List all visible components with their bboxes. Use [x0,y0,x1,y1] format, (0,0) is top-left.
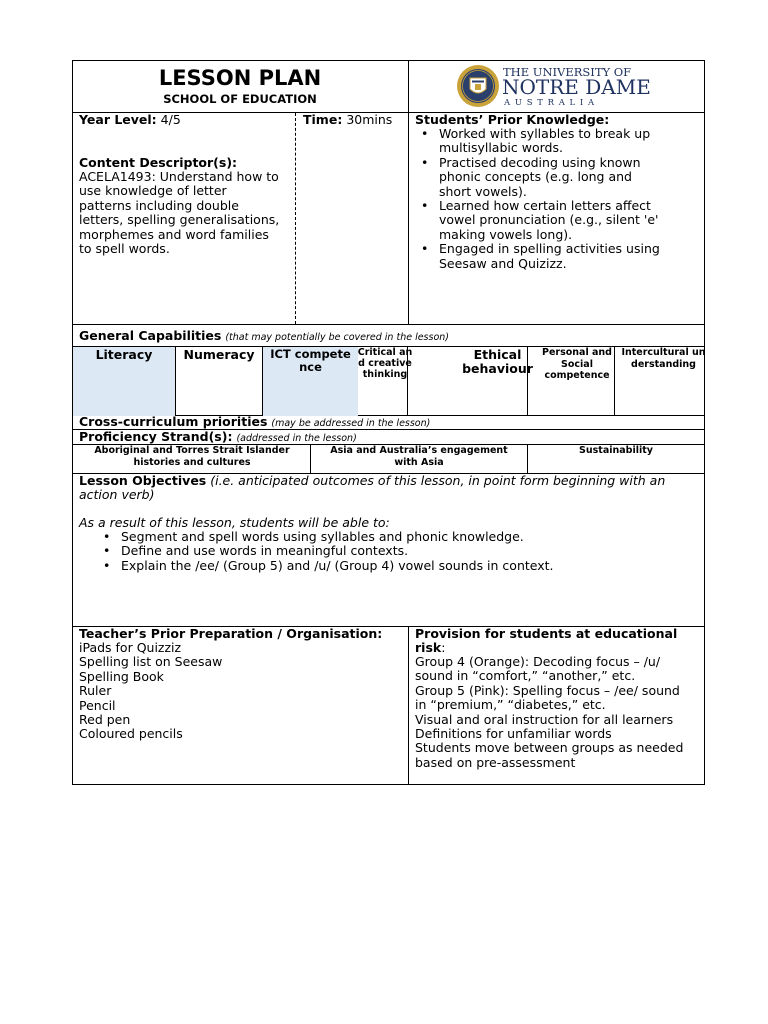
time-value: 30mins [346,112,393,127]
provision-label-word: risk [415,640,442,655]
text-line: in “premium,” “diabetes,” etc. [415,697,606,713]
text-line: Visual and oral instruction for all learners [415,711,674,727]
text-line: • Practised decoding using known [439,154,641,170]
capability-ict: ICT competence [263,347,358,416]
proficiency-note: (addressed in the lesson) [236,433,357,444]
objectives-note-cont: action verb) [79,487,155,502]
year-level [79,113,181,127]
objectives-heading [79,474,665,488]
border-top [72,60,705,61]
text-line: sound in “comfort,” “another,” etc. [415,668,636,684]
page-subtitle: SCHOOL OF EDUCATION [163,92,317,106]
objectives-intro: As a result of this lesson, students will be able to: [79,515,390,530]
text-line: ACELA1493: Understand how to [79,169,279,184]
border-right [704,60,705,785]
general-capabilities-heading [79,329,449,345]
text-line: Group 5 (Pink): Spelling focus – /ee/ sound [415,682,680,698]
list-item: • Segment and spell words using syllables and phonic knowledge. [99,530,699,544]
text-line: making vowels long). [439,226,573,242]
capability-personal-social: Personal and Social competence [542,347,612,381]
text-line: letters, spelling generalisations, [79,212,280,228]
border-bottom [72,784,705,785]
border-left [72,60,73,785]
list-item: Spelling Book [79,668,164,684]
divider [310,444,311,474]
list-item [417,127,702,156]
objectives-list [99,530,699,573]
time [303,113,392,127]
year-level-value: 4/5 [160,112,181,127]
capability-numeracy: Numeracy [183,347,255,362]
text-line: Group 4 (Orange): Decoding focus – /u/ [415,654,661,669]
list-item [417,156,702,199]
preparation-list [79,641,222,742]
objectives-label: Lesson Objectives [79,473,207,488]
lesson-plan-document [72,60,705,785]
prior-knowledge-label: Students’ Prior Knowledge: [415,112,610,127]
proficiency-item: Aboriginal and Torres Strait Islander histories and cultures [94,445,290,468]
list-item [417,199,702,242]
prior-knowledge-list [417,127,702,271]
list-item: iPads for Quizziz [79,640,182,655]
divider [408,60,409,325]
list-item: Red pen [79,712,131,728]
text-line: multisyllabic words. [439,140,563,156]
text-line: vowel pronunciation (e.g., silent 'e' [439,212,659,228]
text-line: short vowels). [439,183,527,199]
text-line: Definitions for unfamiliar words [415,726,612,742]
list-item: Spelling list on Seesaw [79,654,223,670]
provision-list [415,655,683,770]
content-descriptor-text [79,170,279,256]
divider [295,113,296,324]
capability-literacy: Literacy [73,347,175,416]
provision-label: Provision for students at educational [415,626,678,641]
proficiency-heading [79,430,357,446]
logo-text-main: NOTRE DAME [502,75,651,99]
page-title: LESSON PLAN [158,66,322,90]
text-line: morphemes and word families [79,226,269,242]
list-item: Coloured pencils [79,726,183,742]
text-line: patterns including double [79,197,239,213]
proficiency-item: Asia and Australia’s engagement with Asia [330,445,508,468]
list-item: Pencil [79,697,116,713]
capability-ethical: Ethical behaviour [462,347,533,376]
list-item [417,242,702,271]
time-label: Time: [303,112,343,127]
proficiency-label: Proficiency Strand(s): [79,429,233,444]
cross-curriculum-note: (may be addressed in the lesson) [271,418,431,429]
text-line: based on pre-assessment [415,754,576,770]
text-line: Students move between groups as needed [415,740,684,756]
capability-critical-thinking: Critical and creative thinking [357,347,413,380]
text-line: • Worked with syllables to break up [439,126,651,141]
preparation-label: Teacher’s Prior Preparation / Organisation: [79,626,383,641]
capability-intercultural: Intercultural understanding [621,347,706,370]
general-capabilities-label: General Capabilities [79,328,222,343]
provision-label-colon: : [441,640,446,655]
list-item: • Explain the /ee/ (Group 5) and /u/ (Group 4) vowel sounds in context. [99,559,699,573]
content-descriptor-label: Content Descriptor(s): [79,155,238,170]
logo-text-bottom: A U S T R A L I A [504,98,596,108]
text-line: Seesaw and Quizizz. [439,255,567,271]
text-line: • Engaged in spelling activities using [439,241,660,257]
list-item: Ruler [79,683,112,699]
cross-curriculum-label: Cross-curriculum priorities [79,414,268,429]
general-capabilities-note: (that may potentially be covered in the lesson) [225,332,449,343]
text-line: phonic concepts (e.g. long and [439,169,632,185]
university-crest-icon [456,64,500,108]
divider [408,626,409,785]
list-item: • Define and use words in meaningful contexts. [99,544,699,558]
text-line: to spell words. [79,241,170,257]
year-level-label: Year Level: [79,112,157,127]
text-line: • Learned how certain letters affect [439,198,651,214]
logo-text-top: THE UNIVERSITY OF [503,65,632,79]
objectives-note: (i.e. anticipated outcomes of this lesson, in point form beginning with an [210,473,666,488]
text-line: use knowledge of letter [79,183,227,199]
divider [72,324,705,325]
proficiency-item: Sustainability [579,445,653,456]
